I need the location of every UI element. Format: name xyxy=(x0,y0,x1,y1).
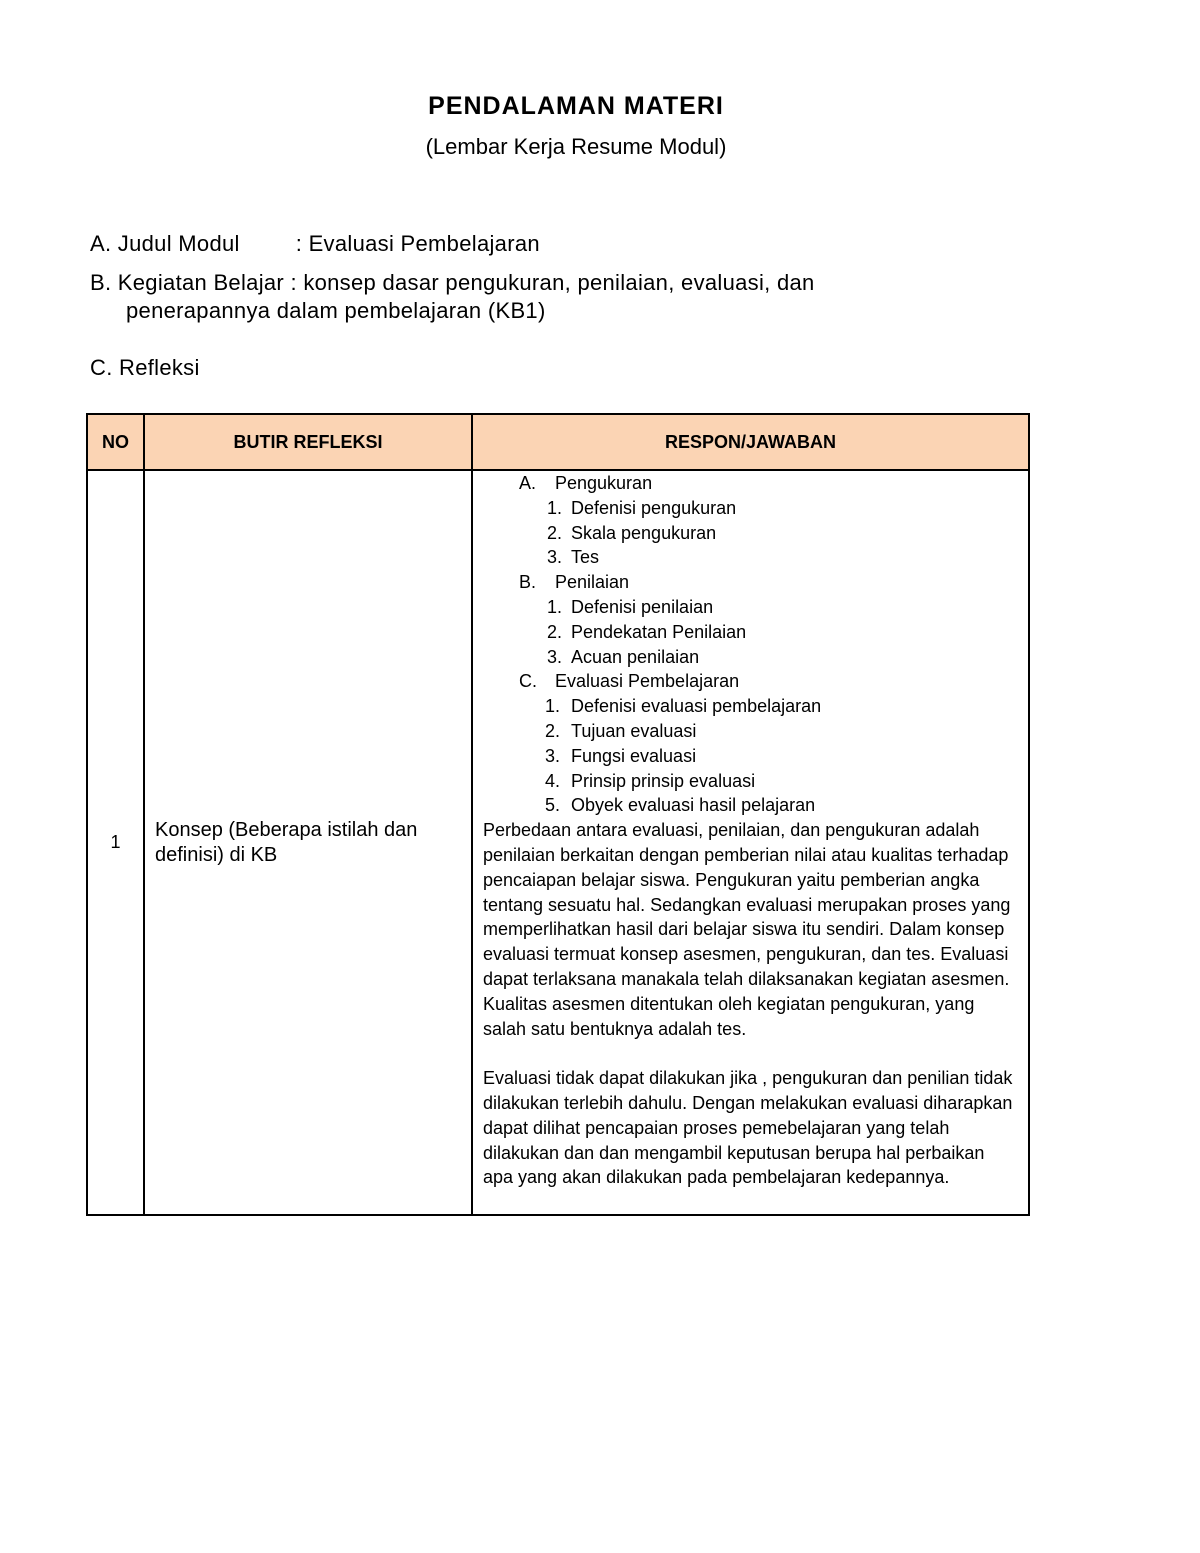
outline-item-label: Acuan penilaian xyxy=(571,646,700,667)
outline-section-marker: C. xyxy=(519,671,537,692)
judul-modul-value: Evaluasi Pembelajaran xyxy=(308,231,540,256)
outline-item-label: Defenisi evaluasi pembelajaran xyxy=(571,696,822,717)
outline-section-marker: A. xyxy=(519,473,537,493)
outline-item xyxy=(483,793,1018,818)
outline-item-marker: 1. xyxy=(547,497,563,518)
outline-section xyxy=(483,570,1018,595)
outline-item xyxy=(483,545,1018,570)
kegiatan-belajar-separator: : xyxy=(290,270,297,295)
row-butir-refleksi: Konsep (Beberapa istilah dan definisi) di KB xyxy=(144,470,472,1215)
outline-item-label: Skala pengukuran xyxy=(571,522,717,543)
outline-item-label: Defenisi penilaian xyxy=(571,596,714,617)
response-paragraph-2: Evaluasi tidak dapat dilakukan jika , pengukuran dan penilian tidak dilakukan terlebih dahulu. Dengan melakukan evaluasi diharapkan dapat dilihat pencapaian proses pemebelajaran yang telah dilakukan dan dan mengambil keputusan berupa hal perbaikan apa yang akan dilakukan pada pembelajaran kedepannya. xyxy=(483,1068,1013,1188)
outline-item-label: Obyek evaluasi hasil pelajaran xyxy=(571,795,816,816)
outline-item xyxy=(483,744,1018,769)
judul-modul-line xyxy=(90,231,540,257)
row-respon-jawaban xyxy=(472,470,1029,1215)
outline-item-marker: 1. xyxy=(545,696,561,717)
outline-section-marker: B. xyxy=(519,572,537,593)
outline-item xyxy=(483,719,1018,744)
judul-modul-label: A. Judul Modul xyxy=(90,231,240,256)
kegiatan-belajar-label: B. Kegiatan Belajar xyxy=(90,270,285,295)
header-butir-refleksi: BUTIR REFLEKSI xyxy=(144,414,472,470)
kegiatan-belajar-value-continued: penerapannya dalam pembelajaran (KB1) xyxy=(126,298,546,323)
outline-item xyxy=(483,496,1018,521)
outline-item-marker: 4. xyxy=(545,770,561,791)
outline-section xyxy=(483,471,1018,496)
outline-item-label: Defenisi pengukuran xyxy=(571,497,737,518)
outline-item-label: Fungsi evaluasi xyxy=(571,745,697,766)
row-number: 1 xyxy=(87,470,144,1215)
kegiatan-belajar-value: konsep dasar pengukuran, penilaian, evaluasi, dan xyxy=(303,270,815,295)
table-header-row xyxy=(87,414,1029,470)
outline-section-label: Penilaian xyxy=(555,572,630,593)
outline-section-label: Evaluasi Pembelajaran xyxy=(555,671,740,692)
outline-item-marker: 3. xyxy=(545,745,561,766)
outline-item-marker: 5. xyxy=(545,795,561,816)
outline-item-label: Tes xyxy=(571,547,600,568)
table-row xyxy=(87,470,1029,1215)
outline-item-marker: 2. xyxy=(547,621,563,642)
page-title: PENDALAMAN MATERI xyxy=(428,92,724,120)
outline-item-marker: 2. xyxy=(547,522,563,543)
outline-item xyxy=(483,595,1018,620)
outline-item-marker: 2. xyxy=(545,720,561,741)
outline-item-label: Pendekatan Penilaian xyxy=(571,621,747,642)
outline-item xyxy=(483,645,1018,670)
outline-item xyxy=(483,521,1018,546)
outline-section xyxy=(483,669,1018,694)
page-subtitle: (Lembar Kerja Resume Modul) xyxy=(425,134,727,159)
header-no: NO xyxy=(87,414,144,470)
outline-section-label: Pengukuran xyxy=(555,473,653,493)
outline-list xyxy=(483,471,1018,818)
refleksi-label: C. Refleksi xyxy=(90,355,200,380)
outline-item xyxy=(483,769,1018,794)
response-paragraph-1: Perbedaan antara evaluasi, penilaian, dan pengukuran adalah penilaian berkaitan dengan pemberian nilai atau kualitas terhadap pencaiapan belajar siswa. Pengukuran yaitu pemberian angka tentang sesuatu hal. Sedangkan evaluasi merupakan proses yang memperlihatkan hasil dari belajar siswa itu sendiri. Dalam konsep evaluasi termuat konsep asesmen, pengukuran, dan tes. Evaluasi dapat terlaksana manakala telah dilaksanakan kegiatan asesmen. Kualitas asesmen ditentukan oleh kegiatan pengukuran, yang salah satu bentuknya adalah tes. xyxy=(483,820,1011,1039)
outline-item-label: Tujuan evaluasi xyxy=(571,720,697,741)
refleksi-table xyxy=(86,413,1030,1216)
outline-item-marker: 3. xyxy=(547,646,563,667)
outline-item-marker: 1. xyxy=(547,596,563,617)
header-respon-jawaban: RESPON/JAWABAN xyxy=(472,414,1029,470)
kegiatan-belajar-line xyxy=(90,270,815,296)
outline-item-label: Prinsip prinsip evaluasi xyxy=(571,770,756,791)
judul-modul-separator: : xyxy=(295,231,303,256)
outline-item xyxy=(483,694,1018,719)
outline-item-marker: 3. xyxy=(547,547,563,568)
outline-item xyxy=(483,620,1018,645)
